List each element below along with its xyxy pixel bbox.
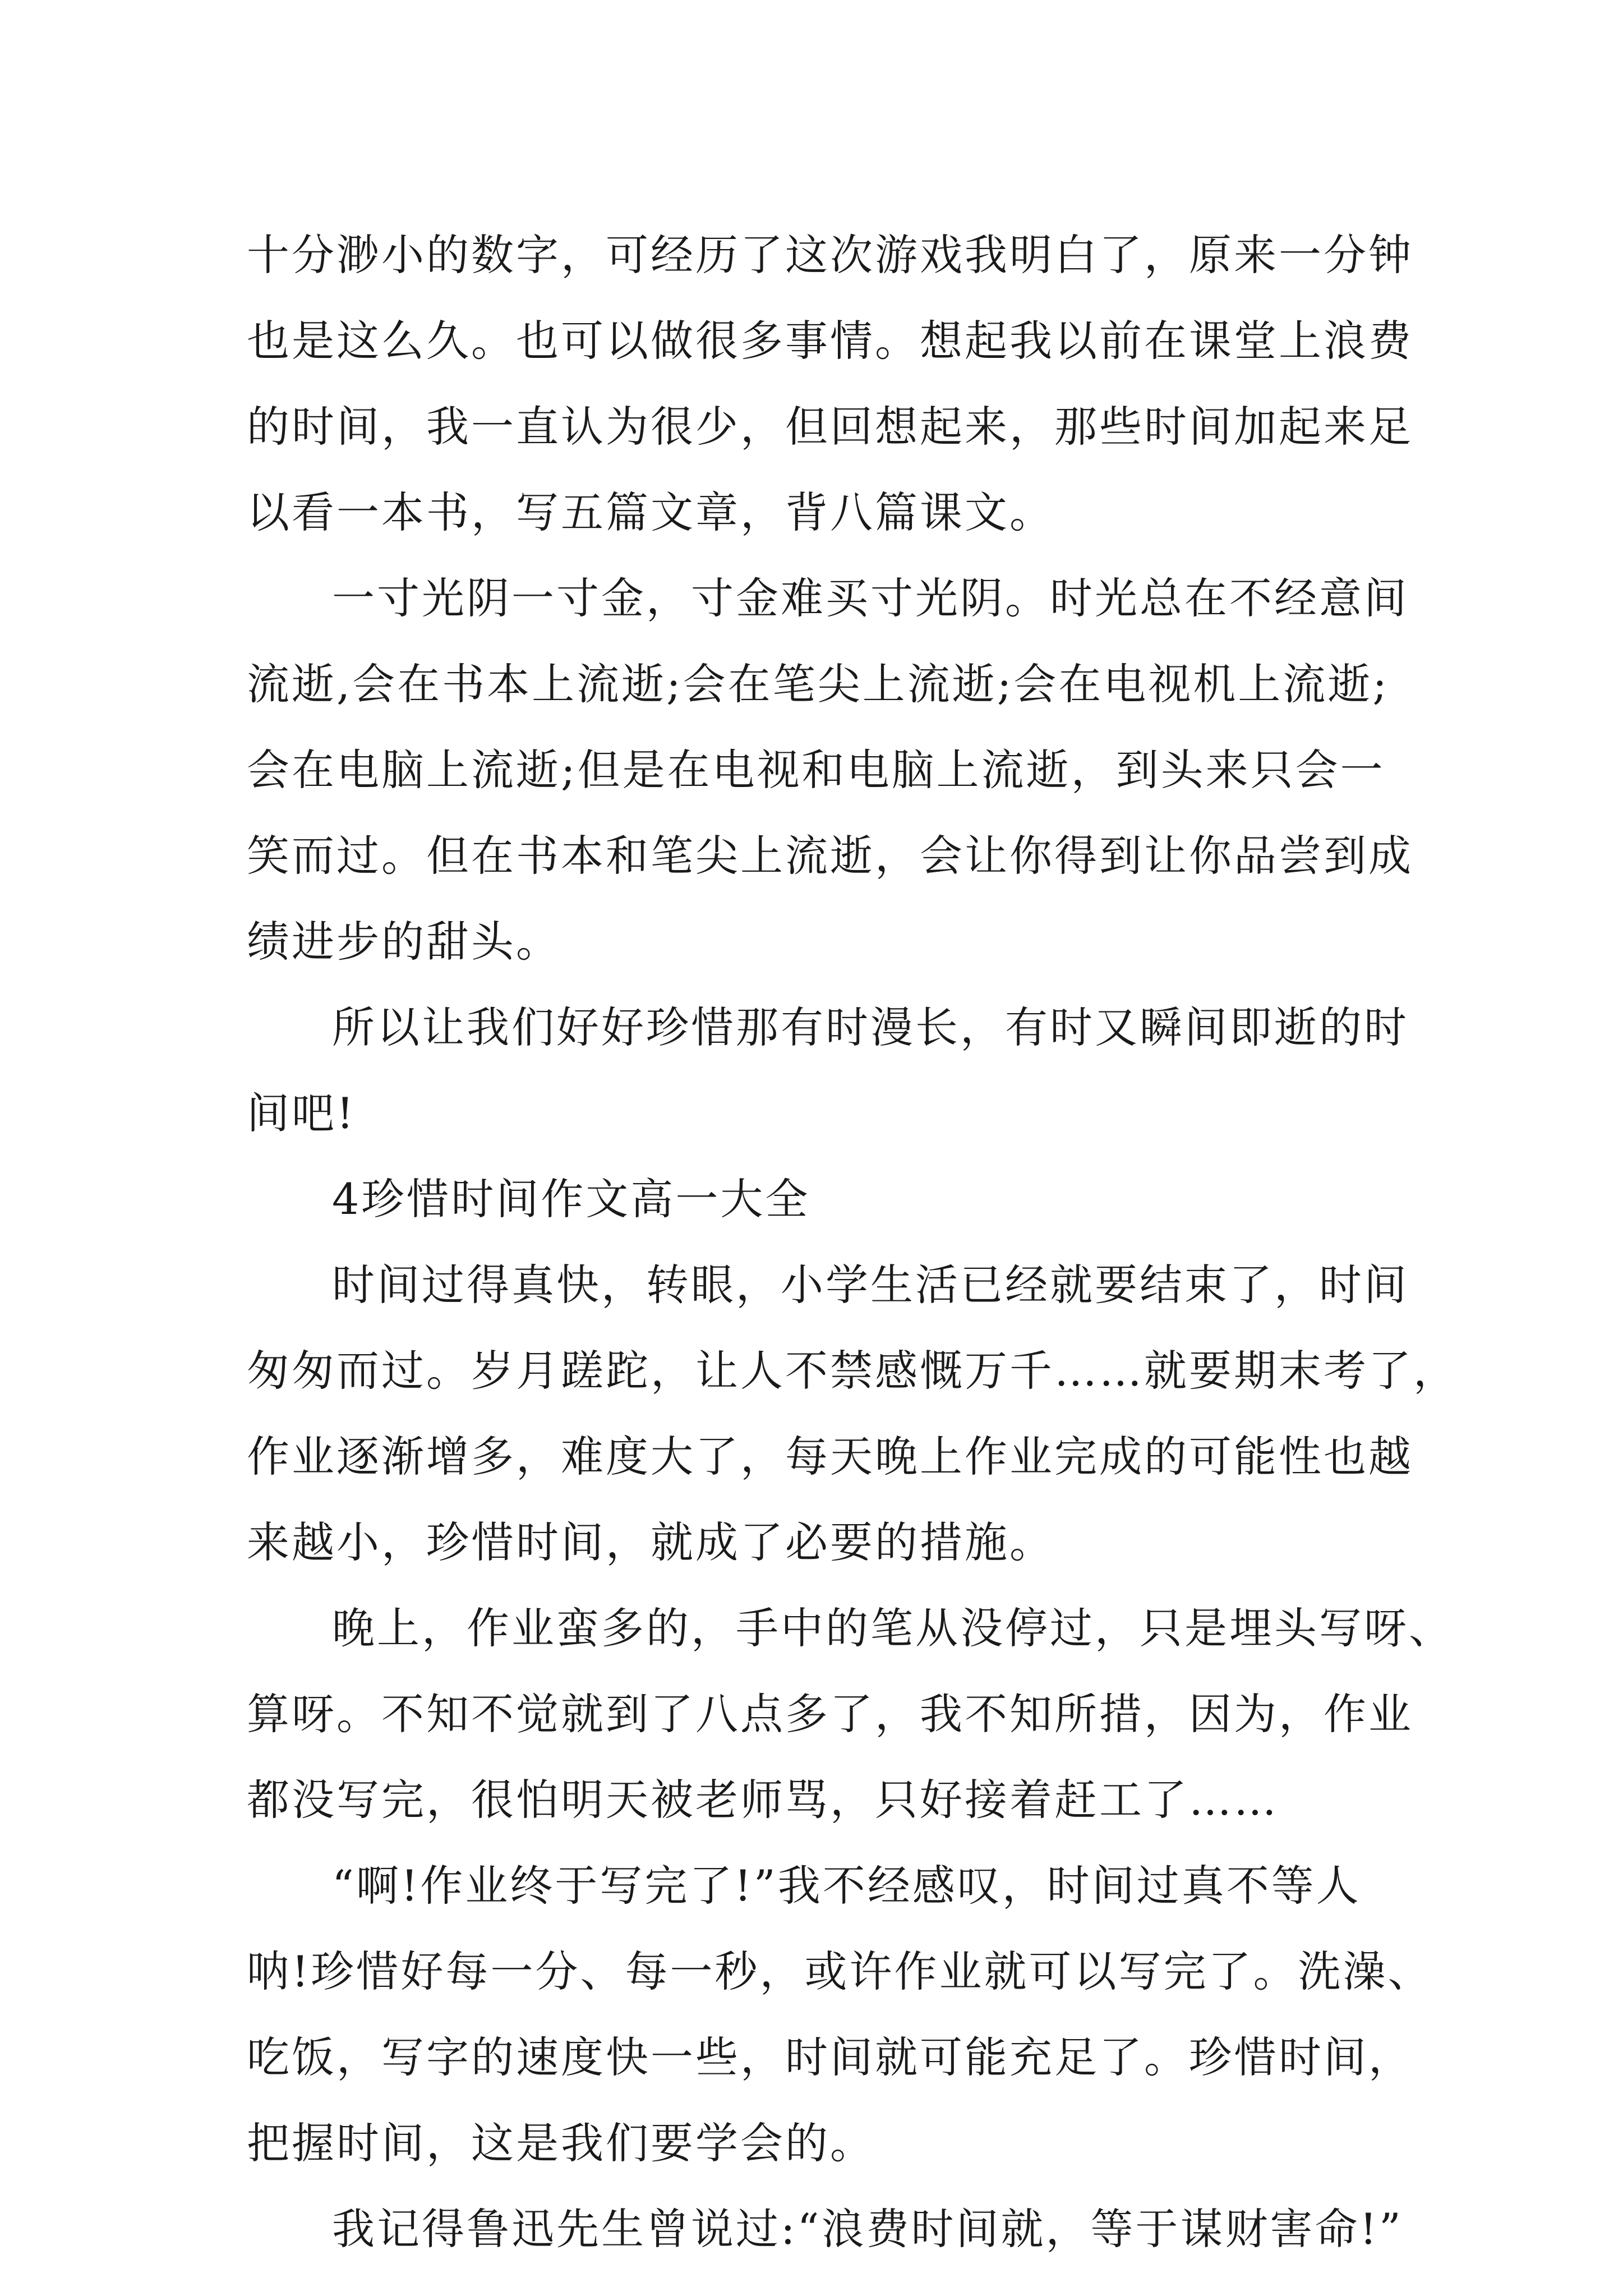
text-line: 十分渺小的数字，可经历了这次游戏我明白了，原来一分钟	[247, 230, 1413, 280]
text-line: “啊!作业终于写完了!”我不经感叹，时间过真不等人	[332, 1861, 1361, 1911]
text-line: 所以让我们好好珍惜那有时漫长，有时又瞬间即逝的时	[332, 1002, 1409, 1052]
text-line: 也是这么久。也可以做很多事情。想起我以前在课堂上浪费	[247, 316, 1413, 366]
section-heading: 4珍惜时间作文高一大全	[332, 1174, 810, 1224]
text-line: 把握时间，这是我们要学会的。	[247, 2118, 875, 2168]
text-line: 吃饭，写字的速度快一些，时间就可能充足了。珍惜时间，	[247, 2032, 1413, 2082]
text-line: 的时间，我一直认为很少，但回想起来，那些时间加起来足	[247, 402, 1413, 452]
text-line: 呐!珍惜好每一分、每一秒，或许作业就可以写完了。洗澡、	[247, 1947, 1433, 1996]
text-line: 一寸光阴一寸金，寸金难买寸光阴。时光总在不经意间	[332, 573, 1409, 623]
text-line: 会在电脑上流逝;但是在电视和电脑上流逝，到头来只会一	[247, 745, 1385, 795]
text-line: 笑而过。但在书本和笔尖上流逝，会让你得到让你品尝到成	[247, 831, 1413, 881]
text-line: 以看一本书，写五篇文章，背八篇课文。	[247, 487, 1054, 537]
text-line: 算呀。不知不觉就到了八点多了，我不知所措，因为，作业	[247, 1689, 1413, 1739]
text-line: 匆匆而过。岁月蹉跎，让人不禁感慨万千……就要期末考了，	[247, 1346, 1458, 1396]
text-line: 来越小，珍惜时间，就成了必要的措施。	[247, 1517, 1054, 1567]
document-body	[247, 212, 1458, 2272]
text-line: 我记得鲁迅先生曾说过:“浪费时间就，等于谋财害命!”	[332, 2204, 1403, 2254]
text-line: 流逝,会在书本上流逝;会在笔尖上流逝;会在电视机上流逝;	[247, 659, 1389, 709]
text-line: 作业逐渐增多，难度大了，每天晚上作业完成的可能性也越	[247, 1432, 1413, 1481]
text-line: 绩进步的甜头。	[247, 917, 561, 967]
text-line: 晚上，作业蛮多的，手中的笔从没停过，只是埋头写呀、	[332, 1603, 1454, 1653]
text-line: 时间过得真快，转眼，小学生活已经就要结束了，时间	[332, 1260, 1409, 1310]
text-line: 都没写完，很怕明天被老师骂，只好接着赶工了……	[247, 1775, 1279, 1825]
text-line: 间吧!	[247, 1088, 356, 1138]
